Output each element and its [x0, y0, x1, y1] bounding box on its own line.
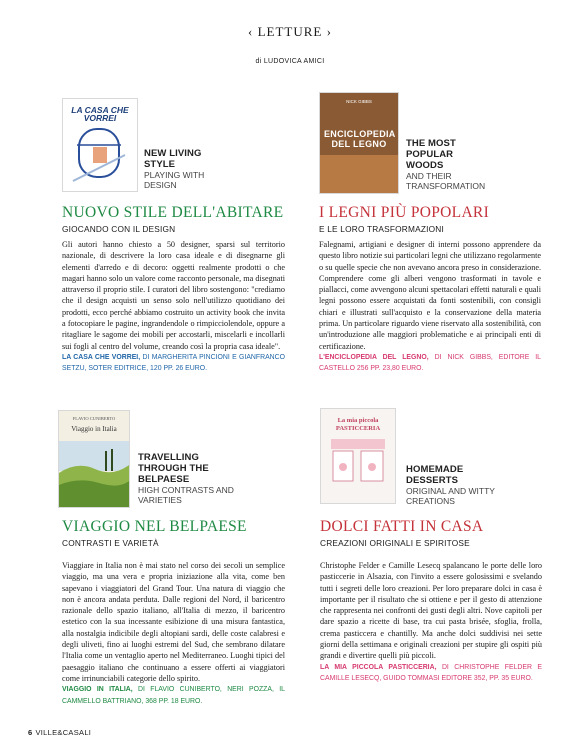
body-text: Christophe Felder e Camille Lesecq spalancano le porte delle loro pasticcerie in Alsazia, con l'invito a essere golosissimi e svelando tutti i segreti delle loro creazioni. Per loro preparare dolci in casa è importante per il risultato che si ottiene e per il gesto di attenzione che rappresenta nei confronti dei gusti degli altri. Nove capitoli per dare spazio a ricette di base, tra cui pasta brisée, sfoglia, frolla, crema pasticcera e chantilly. Ma anche dolci suddivisi nei sette giorni della settimana e originali creazioni per stupire gli ospiti più grandi e divertire quelli più piccoli. — [320, 561, 542, 661]
article-3-english — [138, 452, 238, 505]
article-1-english — [144, 148, 224, 190]
body-text: Falegnami, artigiani e designer di interni possono apprendere da questo libro notizie sui particolari legni che utilizzano regolarmente o su quelle specie che non avevano ancora preso in considerazione. Comprendere come gli alberi vengono trasformati in tavole e piallacci, come avvengono alcuni spettacolari effetti naturali e quali legni possono essere acquistati da fonti sostenibili, con consigli chiari e illustrati sull'acquisto e la conservazione della materia prima. Un particolare riguardo viene riservato alla sostenibilità, con un'introduzione alle maggiori problematiche e ai principali enti di certificazione. — [319, 240, 541, 351]
magazine-name: VILLE&CASALI — [35, 728, 92, 737]
book-cover-la-mia-piccola-pasticceria — [320, 408, 396, 504]
english-subtitle: PLAYING WITH DESIGN — [144, 170, 205, 190]
english-title: TRAVELLING THROUGH THE BELPAESE — [138, 452, 209, 485]
article-4-headline: DOLCI FATTI IN CASA — [320, 518, 484, 535]
book-credit — [62, 352, 285, 375]
cover-title: La mia piccola PASTICCERIA — [335, 417, 381, 432]
credit-details: DI NICK GIBBS, EDITORE IL CASTELLO 256 PP. 23,80 EURO. — [319, 353, 541, 373]
cover-wood-stripe — [320, 155, 398, 193]
credit-details: DI FLAVIO CUNIBERTO, NERI POZZA, IL CAMMELLO BATTRIANO, 368 PP. 18 EURO. — [62, 686, 285, 705]
english-title: THE MOST POPULAR WOODS — [406, 138, 456, 171]
credit-title: VIAGGIO IN ITALIA, — [62, 686, 133, 694]
cover-shopfront — [321, 409, 395, 503]
english-subtitle: ORIGINAL AND WITTY CREATIONS — [406, 486, 495, 506]
cover-landscape — [59, 411, 129, 507]
page-footer — [28, 728, 91, 737]
credit-details: DI CHRISTOPHE FELDER E CAMILLE LESECQ, GUIDO TOMMASI EDITORE 352, PP. 35 EURO. — [320, 663, 542, 682]
english-subtitle: HIGH CONTRASTS AND VARIETIES — [138, 485, 234, 505]
credit-details: DI MARGHERITA PINCIONI E GIANFRANCO SETZU, SOTER EDITRICE, 120 PP. 26 EURO. — [62, 353, 285, 373]
cover-author: NICK GIBBS — [346, 99, 372, 104]
article-2-body — [319, 239, 541, 375]
book-credit — [320, 662, 542, 685]
book-cover-enciclopedia-del-legno — [319, 92, 399, 194]
book-cover-la-casa-che-vorrei — [62, 98, 138, 192]
english-subtitle: AND THEIR TRANSFORMATION — [406, 171, 486, 191]
book-credit — [319, 352, 541, 375]
article-4-english — [406, 464, 506, 506]
article-1-body — [62, 239, 285, 375]
body-text: Viaggiare in Italia non è mai stato nel corso dei secoli un semplice viaggio, ma una vera e propria iniziazione alla vita, come ben sapevano i viaggiatori del Grand Tour. Una natura di viaggio che non è ancora andata perduta. Dalle regioni del Nord, il baricentro razionale dello spazio italiano, all'Italia di mezzo, il baricentro estetico con la sua incessante esibizione di una misura fantastica, alla nostalgia indicibile degli altopiani sardi, delle coste calabresi e degli uliveti, fino ai luoghi estremi del Sud, che sembrano dilatare l'Italia come un ventaglio aperto nel Mediterraneo. Luoghi tipici del paesaggio italiano che continuano a essere offerti ai viaggiatori come irrinunciabili categorie dello spirito. — [62, 561, 285, 683]
article-3-headline: VIAGGIO NEL BELPAESE — [62, 518, 247, 535]
article-2-english — [406, 138, 486, 191]
page-number: 6 — [28, 728, 33, 737]
article-2-headline: I LEGNI PIÙ POPOLARI — [319, 204, 490, 221]
byline: di LUDOVICA AMICI — [255, 58, 325, 65]
body-text: Gli autori hanno chiesto a 50 designer, sparsi sul territorio nazionale, di descrivere la loro casa ideale e di disegnarne gli elementi d'arredo e di decoro: oggetti realmente prodotti o che magari hanno solo un valore come racconto personale, ma disegnati attraverso il proprio stile. I curatori del libro sostengono: "crediamo che il design acquisti un senso solo nell'utilizzo quotidiano dei prodotti, ecco perché abbiamo costruito un activity book che invita a fotocopiare le pagine, ingrandendole o rimpicciolendole, oppure a ritagliare le sagome dei mobili per accostarli, miscelarli e incollarli sui fogli al centro del volume, creando così la propria casa ideale". — [62, 240, 285, 351]
article-3-subhead: CONTRASTI E VARIETÀ — [62, 538, 159, 548]
credit-title: LA CASA CHE VORREI, — [62, 353, 141, 361]
cover-title: LA CASA CHE VORREI — [71, 105, 129, 123]
article-2-subhead: E LE LORO TRASFORMAZIONI — [319, 224, 444, 234]
article-4-subhead: CREAZIONI ORIGINALI E SPIRITOSE — [320, 538, 470, 548]
cover-title: Viaggio in Italia — [71, 425, 117, 433]
book-cover-viaggio-in-italia — [58, 410, 130, 508]
section-title: ‹ LETTURE › — [248, 24, 332, 39]
book-credit — [62, 684, 285, 707]
article-4-body — [320, 560, 542, 684]
article-1-subhead: GIOCANDO CON IL DESIGN — [62, 224, 176, 234]
cover-illustration — [63, 99, 137, 191]
article-3-body — [62, 560, 285, 707]
cover-title: ENCICLOPEDIA DEL LEGNO — [324, 129, 396, 149]
english-title: HOMEMADE DESSERTS — [406, 464, 464, 486]
credit-title: LA MIA PICCOLA PASTICCERIA, — [320, 663, 437, 671]
credit-title: L'ENCICLOPEDIA DEL LEGNO, — [319, 353, 429, 361]
english-title: NEW LIVING STYLE — [144, 148, 202, 170]
article-1-headline: NUOVO STILE DELL'ABITARE — [62, 204, 284, 221]
cover-author: FLAVIO CUNIBERTO — [72, 416, 116, 421]
